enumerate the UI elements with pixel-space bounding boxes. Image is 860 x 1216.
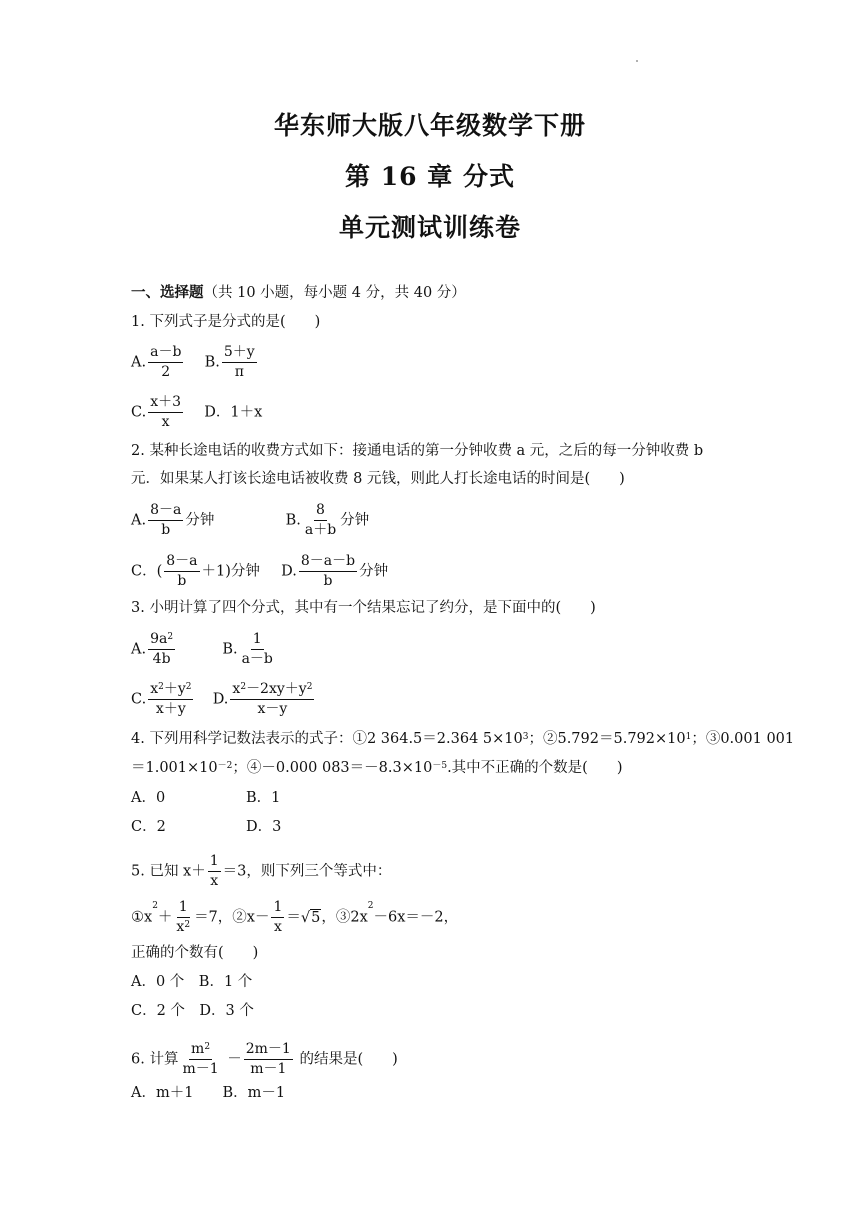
section-title: 一、选择题	[131, 284, 204, 301]
section-note: （共 10 小题，每小题 4 分，共 40 分）	[203, 285, 466, 301]
fraction: $\frac{x+3}{x}$	[150, 394, 181, 430]
question-1-options-ab	[131, 343, 259, 382]
option-label: A.	[131, 512, 147, 529]
page-dot-mark	[636, 60, 638, 62]
option-label: A.	[131, 354, 147, 371]
question-5-options-ab: A．0 个 B．1 个	[131, 974, 253, 990]
fraction: $\frac{x^2-2xy+y^2}{x-y}$	[232, 681, 313, 717]
option-label: B.	[204, 354, 220, 371]
option-label: A.	[131, 641, 147, 658]
fraction: $\frac{8-a-b}{b}$	[300, 553, 356, 589]
question-1-options-cd	[131, 393, 262, 432]
question-4-stem-line2: $=1.001\times 10^{-2}$；④－0.000 $083=-8.3\times 10^{-5}$.其中不正确的个数是( )	[131, 760, 623, 776]
question-3-options-cd	[131, 680, 316, 719]
question-2-stem-line1: 2. 某种长途电话的收费方式如下：接通电话的第一分钟收费 a 元，之后的每一分钟收费 b	[131, 443, 704, 459]
section-heading	[131, 283, 466, 303]
question-4-options-cd: C．2 D．3	[131, 819, 282, 835]
fraction: $\frac{8-a}{b}$	[150, 502, 182, 538]
option-label: C．(	[131, 563, 163, 580]
fraction: $\frac{m^2}{m-1}$	[182, 1041, 219, 1077]
question-6-options-ab: A．m＋1 B．m－1	[131, 1085, 286, 1101]
chapter-title: 第 16 章 分式	[345, 162, 515, 191]
option-label: D.	[212, 691, 229, 708]
option-label: B.	[222, 641, 238, 658]
fraction: $\frac{1}{x^2}$	[176, 899, 191, 935]
fraction: $\frac{8}{a+b}$	[304, 502, 337, 538]
document-title: 华东师大版八年级数学下册	[273, 111, 586, 140]
option-label: B.	[285, 512, 301, 529]
option-label: C.	[131, 404, 147, 421]
question-2-options-ab: A. $\frac{8-a}{b}$ 分钟 B. $\frac{8}{a+b}$ 分钟	[131, 502, 370, 538]
fraction: $\frac{x^2+y^2}{x+y}$	[150, 681, 192, 717]
square-root: √5	[300, 909, 321, 926]
fraction: $\frac{1}{a-b}$	[241, 631, 273, 667]
question-5-options-cd: C．2 个 D．3 个	[131, 1003, 254, 1019]
fraction: $\frac{1}{x}$	[209, 853, 219, 889]
question-3-options-ab	[131, 630, 277, 669]
option-label: D.	[281, 563, 297, 580]
question-5-equations: $①x^2+$ $\frac{1}{x^2}$ ＝7，②x－ $\frac{1}{x}$ ＝√5，$③2x^2-6x=-2$，	[131, 899, 459, 935]
fraction: $\frac{8-a}{b}$	[166, 553, 198, 589]
question-1-stem: 1. 下列式子是分式的是( )	[131, 314, 321, 330]
question-3-stem: 3. 小明计算了四个分式，其中有一个结果忘记了约分，是下面中的( )	[131, 600, 596, 616]
option-label: C.	[131, 691, 147, 708]
question-5-stem: 5. 已知 x＋ $\frac{1}{x}$ ＝3，则下列三个等式中：	[131, 853, 392, 889]
fraction: $\frac{5+y}{\pi}$	[223, 344, 255, 380]
question-4-options-ab: A．0 B．1	[131, 790, 281, 806]
fraction: $\frac{a-b}{2}$	[150, 344, 182, 380]
fraction: $\frac{9a^2}{4b}$	[150, 631, 174, 667]
option-text: D．1＋x	[204, 404, 263, 421]
fraction: $\frac{1}{x}$	[273, 899, 283, 935]
fraction: $\frac{2m-1}{m-1}$	[245, 1041, 291, 1077]
question-5-count: 正确的个数有( )	[131, 945, 259, 961]
test-title: 单元测试训练卷	[338, 213, 521, 242]
question-2-stem-line2: 元．如果某人打该长途电话被收费 8 元钱，则此人打长途电话的时间是( )	[131, 471, 625, 487]
question-6-stem: 6. 计算 $\frac{m^2}{m-1}$ － $\frac{2m-1}{m-1}$ 的结果是( )	[131, 1041, 398, 1077]
question-4-stem-line1: 4. 下列用科学记数法表示的式子：①2 364.5＝2.364 $5\times 10^3$；$②5.792=5.792\times 10^1$；③0.001 001	[131, 731, 795, 747]
question-2-options-cd: C．( $\frac{8-a}{b}$ ＋1)分钟 D. $\frac{8-a-b}{b}$ 分钟	[131, 553, 389, 589]
